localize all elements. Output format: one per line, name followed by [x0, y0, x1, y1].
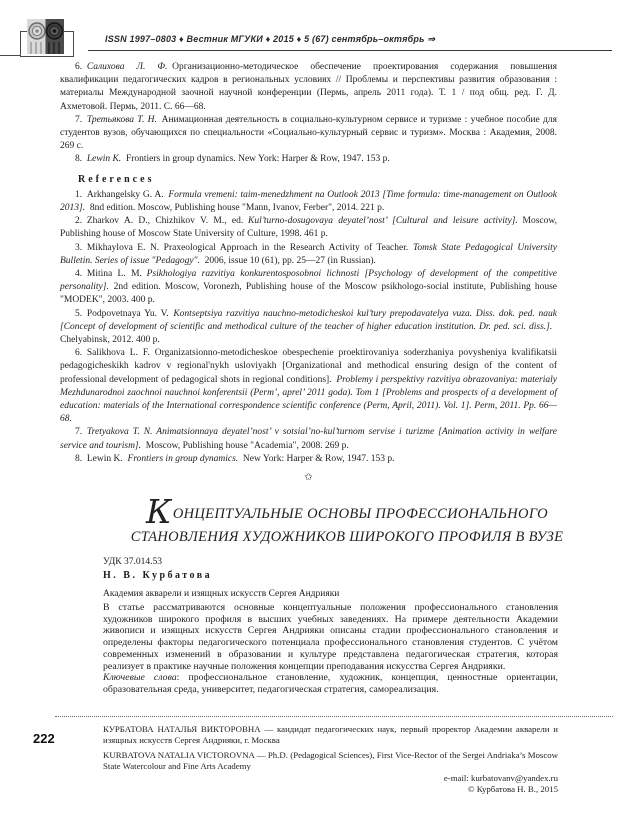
- copyright-line: © Курбатова Н. В., 2015: [467, 783, 558, 794]
- reference-segment: Третьякова Т. Н.: [86, 114, 162, 125]
- reference-segment: Организационно-методическое обеспечение проектирования содержания повышения квалификации педагогических кадров в региональных условиях // Проблемы и перспективы развития образования : материалы Международной заочной научной конференции (Пермь, апрель 2011 года). Т. 1 / под общ. ред. Г. Д. Ахметовой. Пермь, 2011. С. 66—68.: [60, 62, 557, 112]
- reference-segment: Tomsk State Pedagogical University Bulletin. Series of issue "Pedagogy".: [60, 242, 557, 266]
- reference-number: 3.: [75, 242, 87, 253]
- reference-segment: Salikhova L. F. Organizatsionno-metodicheskoe obespechenie proektirovaniya soderzhaniya povysheniya kvalifikatsii pedagogicheskikh kadrov v regional'nykh usloviyakh [Organizational and methodical ensuring design of the content of professional development of pedagogical shots in regional conditions].: [60, 348, 557, 385]
- reference-item: [60, 453, 557, 466]
- reference-number: 8.: [75, 453, 87, 464]
- reference-item: [60, 61, 557, 114]
- header-rule: [88, 50, 612, 51]
- references-en-list: [60, 189, 557, 466]
- reference-segment: Formula vremeni: taim-menedzhment na Outlook 2013 [Time formula: time-management on Outlook 2013].: [60, 189, 557, 214]
- article-abstract: [103, 602, 558, 696]
- keywords-line: [103, 672, 558, 695]
- reference-segment: Mikhaylova E. N. Praxeological Approach in the Research Activity of Teacher.: [86, 242, 413, 253]
- reference-segment: Zharkov A. D., Chizhikov V. M., ed.: [86, 216, 248, 227]
- reference-segment: Arkhangelsky G. A.: [86, 189, 169, 200]
- contact-block: [444, 773, 558, 794]
- logo-connector-line: [0, 55, 20, 56]
- udc-number: УДК 37.014.53: [103, 557, 162, 567]
- reference-segment: Lewin K.: [86, 453, 128, 464]
- reference-number: 8.: [75, 154, 87, 165]
- reference-segment: Problemy i perspektivy razvitiya obrazovaniya: materialy Mezhdunarodnoi zaochnoi nauchnoi konferentsii (Perm’, aprel’ 2011 goda). Tom 1 [Problems and prospects of a development of education: materials of the International correspondence scientific conference (Perm, April, 2011). Vol. 1]. Perm, 2011. Pp. 66—68.: [60, 374, 557, 425]
- reference-item: [60, 215, 557, 241]
- references-heading: References: [78, 173, 155, 185]
- reference-segment: 2nd edition. Moscow, Voronezh, Publishing house of the Moscow psikhologo-social institute, Publishing house "MODEK", 2003. 400 p.: [60, 282, 557, 306]
- article-title: [85, 492, 609, 549]
- reference-number: 2.: [75, 216, 87, 227]
- reference-item: [60, 153, 557, 166]
- title-line-1: КОНЦЕПТУАЛЬНЫЕ ОСНОВЫ ПРОФЕССИОНАЛЬНОГО: [146, 492, 548, 531]
- reference-item: [60, 268, 557, 308]
- reference-segment: Moscow, Publishing house "Academia", 2008. 269 p.: [145, 440, 349, 451]
- reference-segment: Chelyabinsk, 2012. 400 p.: [60, 335, 160, 346]
- reference-item: [60, 114, 557, 154]
- reference-segment: Psikhologiya razvitiya konkurentosposobnoi lichnosti [Psychology of development of the competitive personality].: [60, 269, 557, 293]
- reference-segment: Podpovetnaya Yu. V.: [86, 308, 174, 319]
- keywords-label: Ключевые слова: [103, 672, 177, 684]
- reference-number: 5.: [75, 308, 87, 319]
- references-section: [60, 61, 557, 484]
- reference-segment: Kul’turno-dosugovaya deyatel’nost’ [Cultural and leisure activity].: [248, 216, 523, 227]
- author-affiliation: Академия акварели и изящных искусств Сергея Андрияки: [103, 589, 340, 599]
- reference-item: [60, 308, 557, 348]
- reference-segment: 2006, issue 10 (61), pp. 25—27 (in Russian).: [204, 255, 376, 266]
- reference-segment: New York: Harper & Row, 1947. 153 p.: [242, 453, 395, 464]
- keywords-text: : профессиональное становление, художник, концепция, ценностные ориентации, образовательная среда, университет, педагогическая стратегия, самореализация.: [103, 672, 558, 695]
- reference-segment: Moscow, Publishing house of Moscow State University of Culture, 1998. 461 p.: [60, 216, 558, 240]
- reference-segment: Mitina L. M.: [86, 269, 147, 280]
- reference-segment: Frontiers in group dynamics. New York: Harper & Row, 1947. 153 p.: [125, 154, 390, 165]
- ionic-column-logo-icon: [27, 19, 64, 54]
- bibliography-ru-list: [60, 61, 557, 167]
- reference-number: 6.: [75, 348, 87, 359]
- reference-segment: Анимационная деятельность в социально-культурном сервисе и туризме : учебное пособие для студентов вузов, обучающихся по специальности «Социально-культурный сервис и туризм». Москва : Академия, 2008. 269 с.: [60, 114, 557, 152]
- reference-segment: Tretyakova T. N. Animatsionnaya deyatel’nost’ v sotsial’no-kul’turnom servise i turizme [Animation activity in welfare service and tourism].: [60, 427, 557, 451]
- author-name: Н. В. Курбатова: [103, 570, 213, 581]
- reference-segment: Салихова Л. Ф.: [86, 62, 173, 72]
- title-line-2: СТАНОВЛЕНИЯ ХУДОЖНИКОВ ШИРОКОГО ПРОФИЛЯ В ВУЗЕ: [130, 529, 564, 545]
- page-number: 222: [33, 731, 55, 746]
- footer-divider: [55, 716, 613, 717]
- abstract-text: В статье рассматриваются основные концептуальные положения профессионального становления художников широкого профиля в высших учебных заведениях. На примере деятельности Академии живописи и изящных искусств Сергея Андрияки описаны стадии профессионального становления и определены факторы педагогического потенциала профессионального становления студентов. С учётом современных изменений в образовании и культуре представлена педагогическая стратегия, которая реализует в практике научные положения концепции преподавания искусства Сергея Андрияки.: [103, 602, 558, 672]
- reference-segment: 8nd edition. Moscow, Publishing house "Mann, Ivanov, Ferber", 2014. 221 p.: [89, 203, 385, 214]
- reference-number: 1.: [75, 189, 87, 200]
- author-bio-block: [103, 724, 558, 772]
- reference-item: [60, 189, 557, 215]
- reference-item: [60, 242, 557, 268]
- author-bio-ru: КУРБАТОВА НАТАЛЬЯ ВИКТОРОВНА — кандидат педагогических наук, первый проректор Академии акварели и изящных искусств Сергея Андрияки, г. Москва: [103, 724, 558, 745]
- journal-issue-line: ISSN 1997–0803 ♦ Вестник МГУКИ ♦ 2015 ♦ 5 (67) сентябрь–октябрь ⇒: [105, 34, 436, 44]
- reference-number: 6.: [75, 62, 87, 72]
- reference-number: 7.: [75, 427, 87, 438]
- reference-number: 4.: [75, 269, 87, 280]
- title-drop-cap: К: [146, 492, 172, 531]
- reference-segment: Frontiers in group dynamics.: [127, 453, 243, 464]
- reference-segment: Lewin K.: [86, 154, 126, 165]
- reference-item: [60, 347, 557, 426]
- reference-number: 7.: [75, 114, 87, 125]
- section-divider-star-icon: ✩: [304, 472, 313, 484]
- reference-item: [60, 426, 557, 452]
- reference-segment: Kontseptsiya razvitiya nauchno-metodicheskoi kul’tury prepodavatelya vuza. Diss. dok. ped. nauk [Concept of development of scientific and methodical culture of the teacher of higher education institution. Dr. ped. sci. diss.].: [60, 308, 557, 332]
- contact-email: e-mail: kurbatovanv@yandex.ru: [443, 773, 558, 783]
- author-bio-en: KURBATOVA NATALIA VICTOROVNA — Ph.D. (Pedagogical Sciences), First Vice-Rector of the Sergei Andriaka’s Moscow State Watercolour and Fine Arts Academy: [103, 750, 558, 771]
